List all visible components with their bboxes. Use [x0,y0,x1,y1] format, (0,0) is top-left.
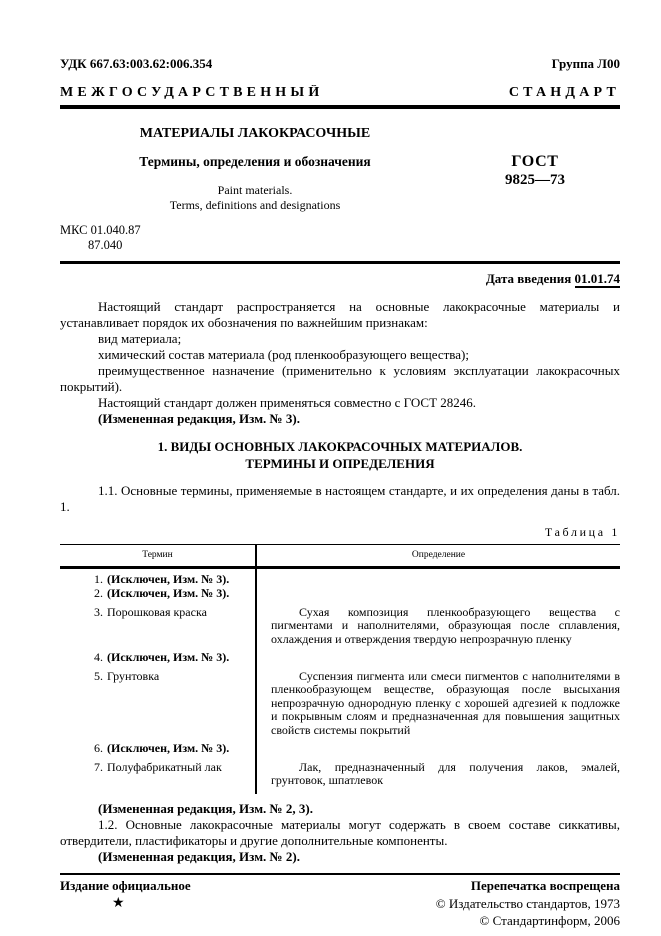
table-header-row [60,545,620,569]
term-cell [60,665,257,738]
table-row [60,756,620,794]
table-row [60,737,620,756]
term-text: (Исключен, Изм. № 3). [107,650,230,664]
date-introduced-value: 01.01.74 [574,271,620,286]
term-number: 5. [94,668,103,683]
gost-designation-block [450,126,620,213]
footer-bottom-row [60,895,620,929]
table-row [60,586,620,601]
definition-cell [257,569,620,587]
copyright-line-2: © Стандартинформ, 2006 [479,913,620,928]
term-text: (Исключен, Изм. № 3). [107,741,230,755]
term-cell [60,586,257,601]
term-number: 6. [94,741,103,755]
definition-cell: Суспензия пигмента или смеси пигментов с наполнителями в пленкообразующем веществе, образующая после высыхания непрозрачную однородную пленку с хорошей адгезией к подложке и покрывным слоям и предназначенная для повышения защитных свойств системы покрытий [271,668,620,737]
title-column [60,126,450,213]
date-introduced-label: Дата введения [485,271,572,286]
table-row [60,665,620,738]
section-1-heading-line-2: ТЕРМИНЫ И ОПРЕДЕЛЕНИЯ [245,456,435,471]
document-title: МАТЕРИАЛЫ ЛАКОКРАСОЧНЫЕ [139,126,371,141]
title-english-line-2: Terms, definitions and designations [169,198,341,212]
title-section [60,126,620,213]
scope-item-2: химический состав материала (род пленкообразующего вещества); [98,347,469,362]
scope-item-1: вид материала; [98,331,182,346]
term-number: 7. [94,759,103,774]
amendment-note-1: (Измененная редакция, Изм. № 3). [98,411,300,426]
gost-number: 9825—73 [505,172,565,188]
date-introduced [60,271,620,287]
term-text: Порошковая краска [107,604,207,619]
copyright-line-1: © Издательство стандартов, 1973 [435,896,620,911]
section-1-heading [60,438,620,472]
definition-cell [257,737,620,756]
gost-label: ГОСТ [511,153,559,170]
title-english-line-1: Paint materials. [217,183,293,197]
table-header-definition: Определение [411,550,466,560]
group-code: Группа Л00 [551,56,620,71]
term-cell [60,601,257,647]
clause-1-1-block [60,483,620,515]
footer-labels-row [60,878,620,894]
mks-code-block [60,223,620,253]
table-row [60,601,620,647]
clause-1-2-block [60,801,620,865]
amendment-note-2: (Измененная редакция, Изм. № 2, 3). [98,800,313,816]
term-cell [60,646,257,665]
introduction-block [60,299,620,427]
udk-code: УДК 667.63:003.62:006.354 [60,56,213,71]
term-text: (Исключен, Изм. № 3). [107,586,230,600]
definition-cell [257,646,620,665]
mks-line-2: 87.040 [88,238,123,252]
mks-line-1: МКС 01.040.87 [60,223,141,237]
term-number: 2. [94,586,103,600]
term-number: 1. [94,571,103,586]
term-text: (Исключен, Изм. № 3). [107,571,230,586]
clause-1-1-paragraph: 1.1. Основные термины, применяемые в настоящем стандарте, и их определения даны в табл. 1. [60,483,620,514]
term-number: 4. [94,650,103,664]
term-cell [60,756,257,794]
section-1-heading-line-1: 1. ВИДЫ ОСНОВНЫХ ЛАКОКРАСОЧНЫХ МАТЕРИАЛОВ. [157,439,523,454]
table-header-term: Термин [60,545,257,566]
scope-item-3: преимущественное назначение (применительно к условиям эксплуатации лакокрасочных покрытий). [60,363,620,394]
reprint-prohibited-label: Перепечатка воспрещена [470,878,620,893]
term-text: Грунтовка [107,668,160,683]
term-text: Полуфабрикатный лак [107,759,222,774]
term-cell [60,737,257,756]
joint-standard-paragraph: Настоящий стандарт должен применяться совместно с ГОСТ 28246. [98,395,477,410]
standard-type-heading: МЕЖГОСУДАРСТВЕННЫЙ СТАНДАРТ [60,85,620,100]
table-row [60,646,620,665]
table-row [60,569,620,587]
scope-paragraph: Настоящий стандарт распространяется на основные лакокрасочные материалы и устанавливает порядок их обозначения по важнейшим признакам: [60,299,620,330]
copyright-block [436,895,620,929]
amendment-note-3: (Измененная редакция, Изм. № 2). [98,848,300,864]
terms-table [60,544,620,794]
document-header-line [60,56,620,72]
header-divider-rule [60,105,620,109]
official-edition-label: Издание официальное [60,878,191,893]
table-caption: Таблица 1 [544,525,620,539]
definition-cell [257,586,620,601]
definition-cell: Сухая композиция пленкообразующего вещества с пигментами и наполнителями, образующая после сплавления, охлаждения и отверждения твердую непрозрачную пленку [271,604,620,646]
star-icon: ★ [112,895,125,911]
document-subtitle: Термины, определения и обозначения [139,154,371,169]
clause-1-2-paragraph: 1.2. Основные лакокрасочные материалы могут содержать в своем составе сиккативы, отвердители, пластификаторы и другие дополнительные компоненты. [60,816,620,848]
term-cell [60,569,257,587]
footer-divider-rule [60,873,620,876]
date-divider-rule [60,261,620,264]
term-number: 3. [94,604,103,619]
definition-cell: Лак, предназначенный для получения лаков, эмалей, грунтовок, шпатлевок [271,759,620,787]
